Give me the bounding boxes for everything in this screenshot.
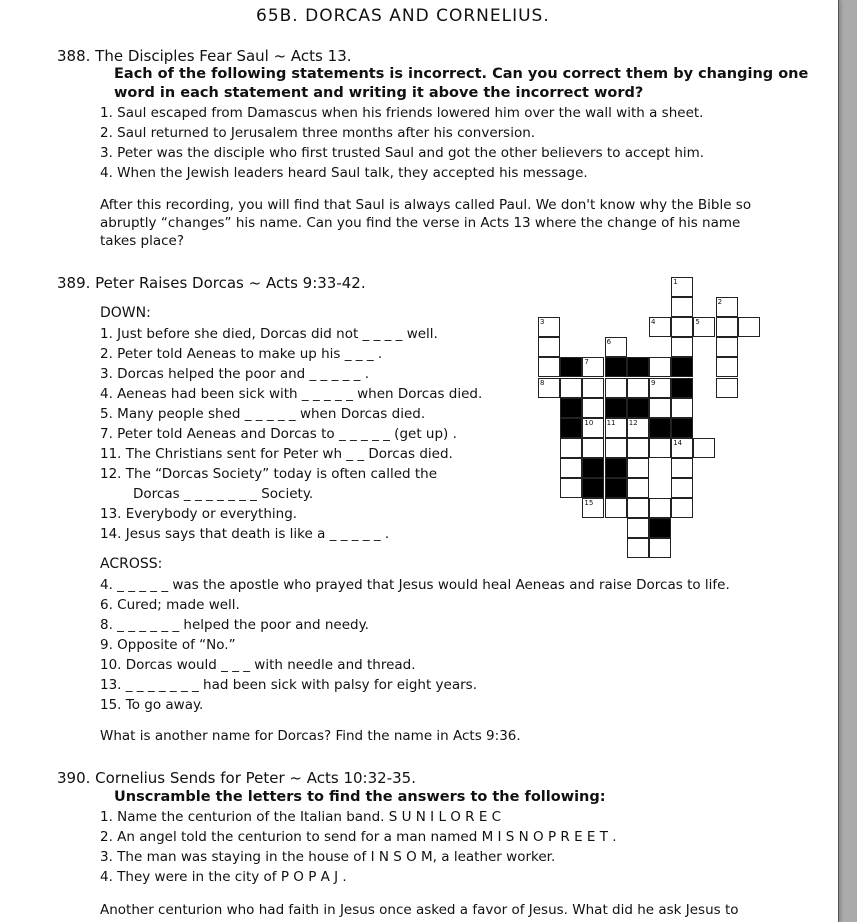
crossword-clue-number: 4 [651, 318, 656, 327]
list-item: 4. They were in the city of P O P A J . [100, 869, 347, 885]
crossword-black-cell [560, 418, 582, 438]
crossword-cell[interactable] [582, 418, 604, 438]
list-item: 4. When the Jewish leaders heard Saul talk, they accepted his message. [100, 165, 588, 181]
crossword-cell[interactable] [671, 498, 693, 518]
crossword-cell[interactable] [582, 398, 604, 418]
crossword-cell[interactable] [538, 337, 560, 357]
crossword-cell[interactable] [582, 438, 604, 458]
crossword-cell[interactable] [538, 357, 560, 377]
clue-across: 8. _ _ _ _ _ _ helped the poor and needy. [100, 617, 369, 633]
clue-across: 9. Opposite of “No.” [100, 637, 236, 653]
crossword-black-cell [627, 357, 649, 377]
crossword-clue-number: 6 [606, 338, 612, 347]
crossword-cell[interactable] [716, 378, 738, 398]
crossword-clue-number: 3 [540, 318, 545, 327]
crossword-cell[interactable] [716, 337, 738, 357]
page-title: 65B. DORCAS AND CORNELIUS. [256, 6, 550, 26]
crossword-cell[interactable] [538, 378, 560, 398]
clue-down: 11. The Christians sent for Peter wh _ _ Dorcas died. [100, 446, 453, 462]
list-item: 1. Saul escaped from Damascus when his friends lowered him over the wall with a sheet. [100, 105, 704, 121]
section-388-heading: 388. The Disciples Fear Saul ~ Acts 13. [57, 47, 352, 65]
crossword-black-cell [605, 398, 627, 418]
crossword-cell[interactable] [671, 398, 693, 418]
section-390-heading: 390. Cornelius Sends for Peter ~ Acts 10:32-35. [57, 769, 416, 787]
clue-across: 15. To go away. [100, 697, 204, 713]
crossword-cell[interactable] [627, 378, 649, 398]
crossword-cell[interactable] [627, 538, 649, 558]
crossword-clue-number: 5 [695, 318, 700, 327]
crossword-clue-number: 1 [673, 278, 678, 286]
crossword-black-cell [649, 418, 671, 438]
section-388-paragraph: abruptly “changes” his name. Can you find the verse in Acts 13 where the change of his name [100, 215, 741, 231]
crossword-cell[interactable] [716, 357, 738, 377]
clue-across: 13. _ _ _ _ _ _ _ had been sick with palsy for eight years. [100, 677, 477, 693]
section-388-instructions-line2: word in each statement and writing it above the incorrect word? [114, 85, 644, 101]
crossword-black-cell [627, 398, 649, 418]
crossword-cell[interactable] [649, 438, 671, 458]
clue-down: 14. Jesus says that death is like a _ _ _ _ _ . [100, 526, 390, 542]
crossword-cell[interactable] [582, 357, 604, 377]
crossword-cell[interactable] [560, 378, 582, 398]
down-label: DOWN: [100, 305, 151, 321]
crossword-cell[interactable] [560, 478, 582, 498]
crossword-black-cell [605, 478, 627, 498]
crossword-black-cell [582, 458, 604, 478]
clue-down: 13. Everybody or everything. [100, 506, 298, 522]
section-388-instructions-line1: Each of the following statements is incorrect. Can you correct them by changing one [114, 66, 809, 82]
crossword-cell[interactable] [605, 498, 627, 518]
crossword-cell[interactable] [560, 458, 582, 478]
list-item: 3. Peter was the disciple who first trusted Saul and got the other believers to accept him. [100, 145, 705, 161]
crossword-clue-number: 14 [673, 438, 683, 447]
clue-down: 4. Aeneas had been sick with _ _ _ _ _ when Dorcas died. [100, 386, 483, 402]
crossword-clue-number: 15 [584, 499, 594, 508]
crossword-cell[interactable] [649, 538, 671, 558]
crossword-cell[interactable] [605, 378, 627, 398]
clue-across: 10. Dorcas would _ _ _ with needle and thread. [100, 657, 416, 673]
crossword-cell[interactable] [605, 438, 627, 458]
crossword-clue-number: 2 [717, 298, 723, 307]
crossword-cell[interactable] [649, 498, 671, 518]
crossword-cell[interactable] [627, 438, 649, 458]
crossword-cell[interactable] [627, 478, 649, 498]
crossword-cell[interactable] [605, 418, 627, 438]
crossword-black-cell [671, 418, 693, 438]
crossword-cell[interactable] [671, 458, 693, 478]
across-label: ACROSS: [100, 556, 163, 572]
crossword-cell[interactable] [538, 317, 560, 337]
clue-across: 4. _ _ _ _ _ was the apostle who prayed that Jesus would heal Aeneas and raise Dorcas to life. [100, 577, 730, 593]
crossword-cell[interactable] [582, 498, 604, 518]
crossword-clue-number: 9 [651, 378, 656, 387]
crossword-clue-number: 11 [606, 418, 616, 427]
crossword-cell[interactable] [627, 458, 649, 478]
crossword-clue-number: 12 [628, 418, 638, 427]
section-390-paragraph: Another centurion who had faith in Jesus once asked a favor of Jesus. What did he ask Jesus to [100, 902, 739, 918]
crossword-black-cell [671, 378, 693, 398]
section-390-instructions: Unscramble the letters to find the answers to the following: [114, 789, 606, 805]
clue-down: Dorcas _ _ _ _ _ _ _ Society. [133, 486, 314, 502]
crossword-cell[interactable] [627, 518, 649, 538]
crossword-cell[interactable] [671, 277, 693, 297]
crossword-clue-number: 10 [584, 418, 594, 427]
crossword-black-cell [649, 518, 671, 538]
list-item: 2. An angel told the centurion to send for a man named M I S N O P R E E T . [100, 829, 617, 845]
clue-down: 7. Peter told Aeneas and Dorcas to _ _ _ _ _ (get up) . [100, 426, 457, 442]
crossword-black-cell [605, 357, 627, 377]
crossword-black-cell [560, 398, 582, 418]
clue-down: 1. Just before she died, Dorcas did not _ _ _ _ well. [100, 326, 438, 342]
crossword-cell[interactable] [605, 337, 627, 357]
section-388-paragraph: After this recording, you will find that Saul is always called Paul. We don't know why the Bible so [100, 197, 752, 213]
crossword-cell[interactable] [627, 498, 649, 518]
crossword-cell[interactable] [671, 478, 693, 498]
crossword-black-cell [671, 357, 693, 377]
crossword-clue-number: 7 [584, 358, 589, 367]
crossword-cell[interactable] [560, 438, 582, 458]
list-item: 1. Name the centurion of the Italian band. S U N I L O R E C [100, 809, 502, 825]
section-389-question: What is another name for Dorcas? Find the name in Acts 9:36. [100, 728, 521, 744]
crossword-cell[interactable] [649, 317, 671, 337]
crossword-cell[interactable] [671, 297, 693, 317]
crossword-clue-number: 8 [540, 378, 545, 387]
crossword-cell[interactable] [671, 317, 693, 337]
crossword-black-cell [560, 357, 582, 377]
crossword-cell[interactable] [649, 357, 671, 377]
crossword-cell[interactable] [627, 418, 649, 438]
crossword-cell[interactable] [738, 317, 760, 337]
clue-across: 6. Cured; made well. [100, 597, 240, 613]
clue-down: 2. Peter told Aeneas to make up his _ _ _ . [100, 346, 383, 362]
section-389-heading: 389. Peter Raises Dorcas ~ Acts 9:33-42. [57, 274, 366, 292]
list-item: 2. Saul returned to Jerusalem three months after his conversion. [100, 125, 536, 141]
list-item: 3. The man was staying in the house of I N S O M, a leather worker. [100, 849, 556, 865]
crossword-cell[interactable] [693, 438, 715, 458]
crossword-cell[interactable] [671, 438, 693, 458]
crossword-cell[interactable] [649, 378, 671, 398]
crossword-cell[interactable] [716, 317, 738, 337]
clue-down: 12. The “Dorcas Society” today is often called the [100, 466, 438, 482]
crossword-black-cell [605, 458, 627, 478]
crossword-cell[interactable] [671, 337, 693, 357]
clue-down: 3. Dorcas helped the poor and _ _ _ _ _ . [100, 366, 370, 382]
crossword-cell[interactable] [693, 317, 715, 337]
section-388-paragraph: takes place? [100, 233, 185, 249]
crossword-black-cell [582, 478, 604, 498]
crossword-cell[interactable] [582, 378, 604, 398]
crossword-cell[interactable] [649, 398, 671, 418]
crossword-cell[interactable] [716, 297, 738, 317]
clue-down: 5. Many people shed _ _ _ _ _ when Dorcas died. [100, 406, 426, 422]
